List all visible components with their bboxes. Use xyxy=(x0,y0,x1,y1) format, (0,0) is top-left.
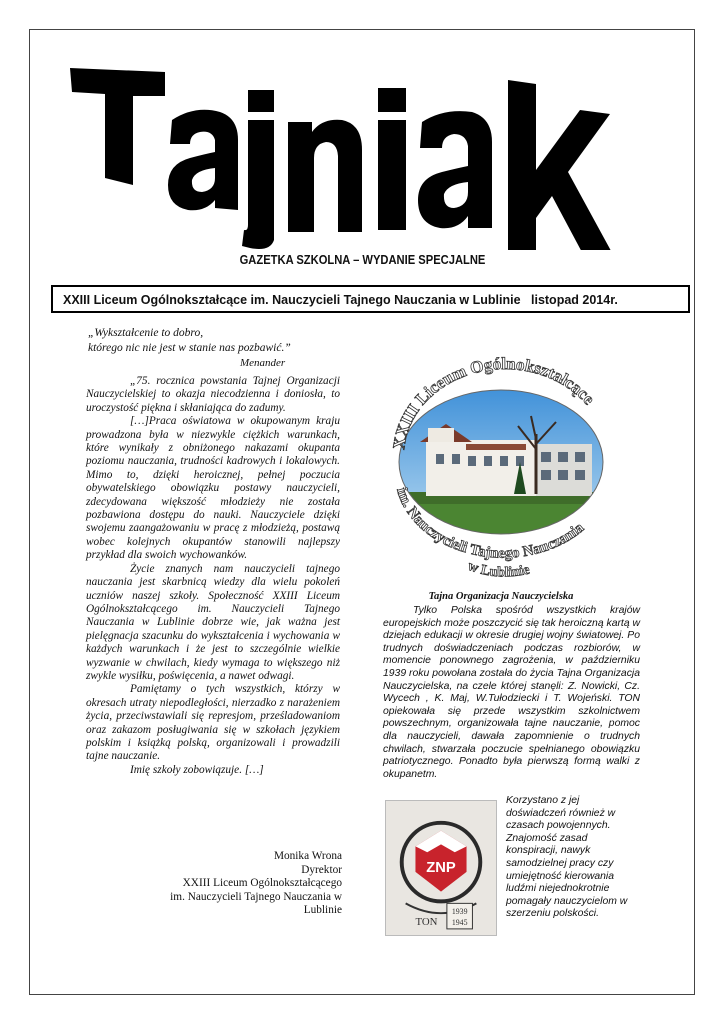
letter-paragraph: „75. rocznica powstania Tajnej Organizacji Nauczycielskiej to okazja niecodzienna i doniosła, to uroczystość piękna i skłaniająca do zadumy. xyxy=(86,375,340,414)
ton-year-start: 1939 xyxy=(451,907,468,917)
ton-title: Tajna Organizacja Nauczycielska xyxy=(428,591,574,602)
subtitle: GAZETKA SZKOLNA – WYDANIE SPECJALNE xyxy=(239,252,486,267)
znp-logo xyxy=(385,800,497,936)
signature-role: Dyrektor xyxy=(301,863,342,876)
signature-school-3: Lublinie xyxy=(303,904,342,916)
znp-logo-svg xyxy=(386,801,496,935)
znp-letters: ZNP xyxy=(426,859,456,876)
info-bar xyxy=(51,285,690,313)
school-emblem xyxy=(386,344,616,589)
school-emblem-svg xyxy=(386,344,616,589)
epigraph xyxy=(88,326,318,356)
ton-paragraph: Tylko Polska spośród wszystkich krajów europejskich może poszczycić się tak heroiczną kartą w dziejach edukacji w okresie drugiej wojny światowej. Po trudnych doświadczeniach podczas rozbiorów, w momencie ponownego zagrożenia, w październiku 1939 roku powołana została do życia Tajna Organizacja Nauczycielska, na czele której stanęli: Z. Nowicki, Cz. Wycech , K. Maj, W.Tułodziecki i T. Wojeński. TON opiekowała się przede wszystkim szkolnictwem powszechnym, organizowała tajne nauczanie, pomoc dla nauczycieli, dawała zapomnienie o trudnych chwilach, stwarzała poczucie spełnianego obowiązku patriotycznego. Ponadto była pierwszą formą walki z okupanetm. xyxy=(383,605,640,780)
letter-paragraph: […]Praca oświatowa w okupowanym kraju prowadzona była w niezwykle ciężkich warunkach, które wynikały z obniżonego nakazami okupanta poziomu nauczania, trudności kadrowych i lokalowych. Mimo to, dzięki heroicznej, pełnej poczucia obywatelskiego obowiązku postawy nauczycieli, zdecydowana większość młodzieży nie została pozbawiona dostępu do nauki. Nauczyciele dzięki swojemu zaangażowaniu w pracę z młodzieżą, postawą wobec kolejnych okupantów stanowili najlepszy przykład dla swoich wychowanków. xyxy=(86,415,340,562)
signature-school-2: im. Nauczycieli Tajnego Nauczania w xyxy=(170,890,342,903)
epigraph-author: Menander xyxy=(240,357,286,369)
ton-year-end: 1945 xyxy=(451,917,468,927)
signature-name: Monika Wrona xyxy=(273,850,342,862)
letter-paragraph: Imię szkoły zobowiązuje. […] xyxy=(130,763,264,776)
masthead-title xyxy=(60,60,680,250)
issue-date: listopad 2014r. xyxy=(531,293,618,307)
ton-article xyxy=(383,605,640,781)
letter-paragraph: Pamiętamy o tych wszystkich, którzy w okresach utraty niepodległości, nierzadko z narażeniem życia, przeciwstawiali się represjom, prześladowaniom oraz zakazom posługiwania się w szkołach językiem polskim i książką polską, organizowali i prowadzili tajne nauczanie. xyxy=(86,683,340,763)
emblem-top-text: XXIII Liceum Ogólnokształcące xyxy=(389,354,599,451)
director-letter xyxy=(86,375,340,777)
signature-block xyxy=(150,850,342,918)
masthead-title-svg xyxy=(60,60,680,250)
school-name: XXIII Liceum Ogólnokształcące im. Nauczycieli Tajnego Nauczania w Lublinie xyxy=(63,293,521,307)
ton-letters: TON xyxy=(415,915,438,928)
ton-article-continued: Korzystano z jej doświadczeń również w czasach powojennych. Znajomość zasad konspiracji, nawyk samodzielnej pracy czy umiejętność kierowania ludźmi niejednokrotnie pomagały nauczycielom w szerzeniu polskości. xyxy=(506,795,628,920)
epigraph-line-2: którego nic nie jest w stanie nas pozbawić.” xyxy=(88,342,291,354)
epigraph-line-1: „Wykształcenie to dobro, xyxy=(88,327,204,339)
emblem-city-text: w Lublinie xyxy=(465,558,532,581)
emblem-bottom-text: im. Nauczycieli Tajnego Nauczania xyxy=(393,486,588,562)
signature-school-1: XXIII Liceum Ogólnokształcącego xyxy=(182,877,342,889)
letter-paragraph: Życie znanych nam nauczycieli tajnego nauczania jest skarbnicą wiedzy dla wielu pokoleń uczniów naszej szkoły. Społeczność XXIII Liceum Ogólnokształcącego im. Nauczycieli Tajnego Nauczania w Lublinie dobrze wie, jak ważna jest pielęgnacja szacunku do wykształcenia i wychowania w każdych warunkach i że jest to szczególnie wielkie wyzwanie w chwilach, kiedy wymaga to większego niż zwykle wysiłku, poświęcenia, a nawet odwagi. xyxy=(86,562,340,682)
